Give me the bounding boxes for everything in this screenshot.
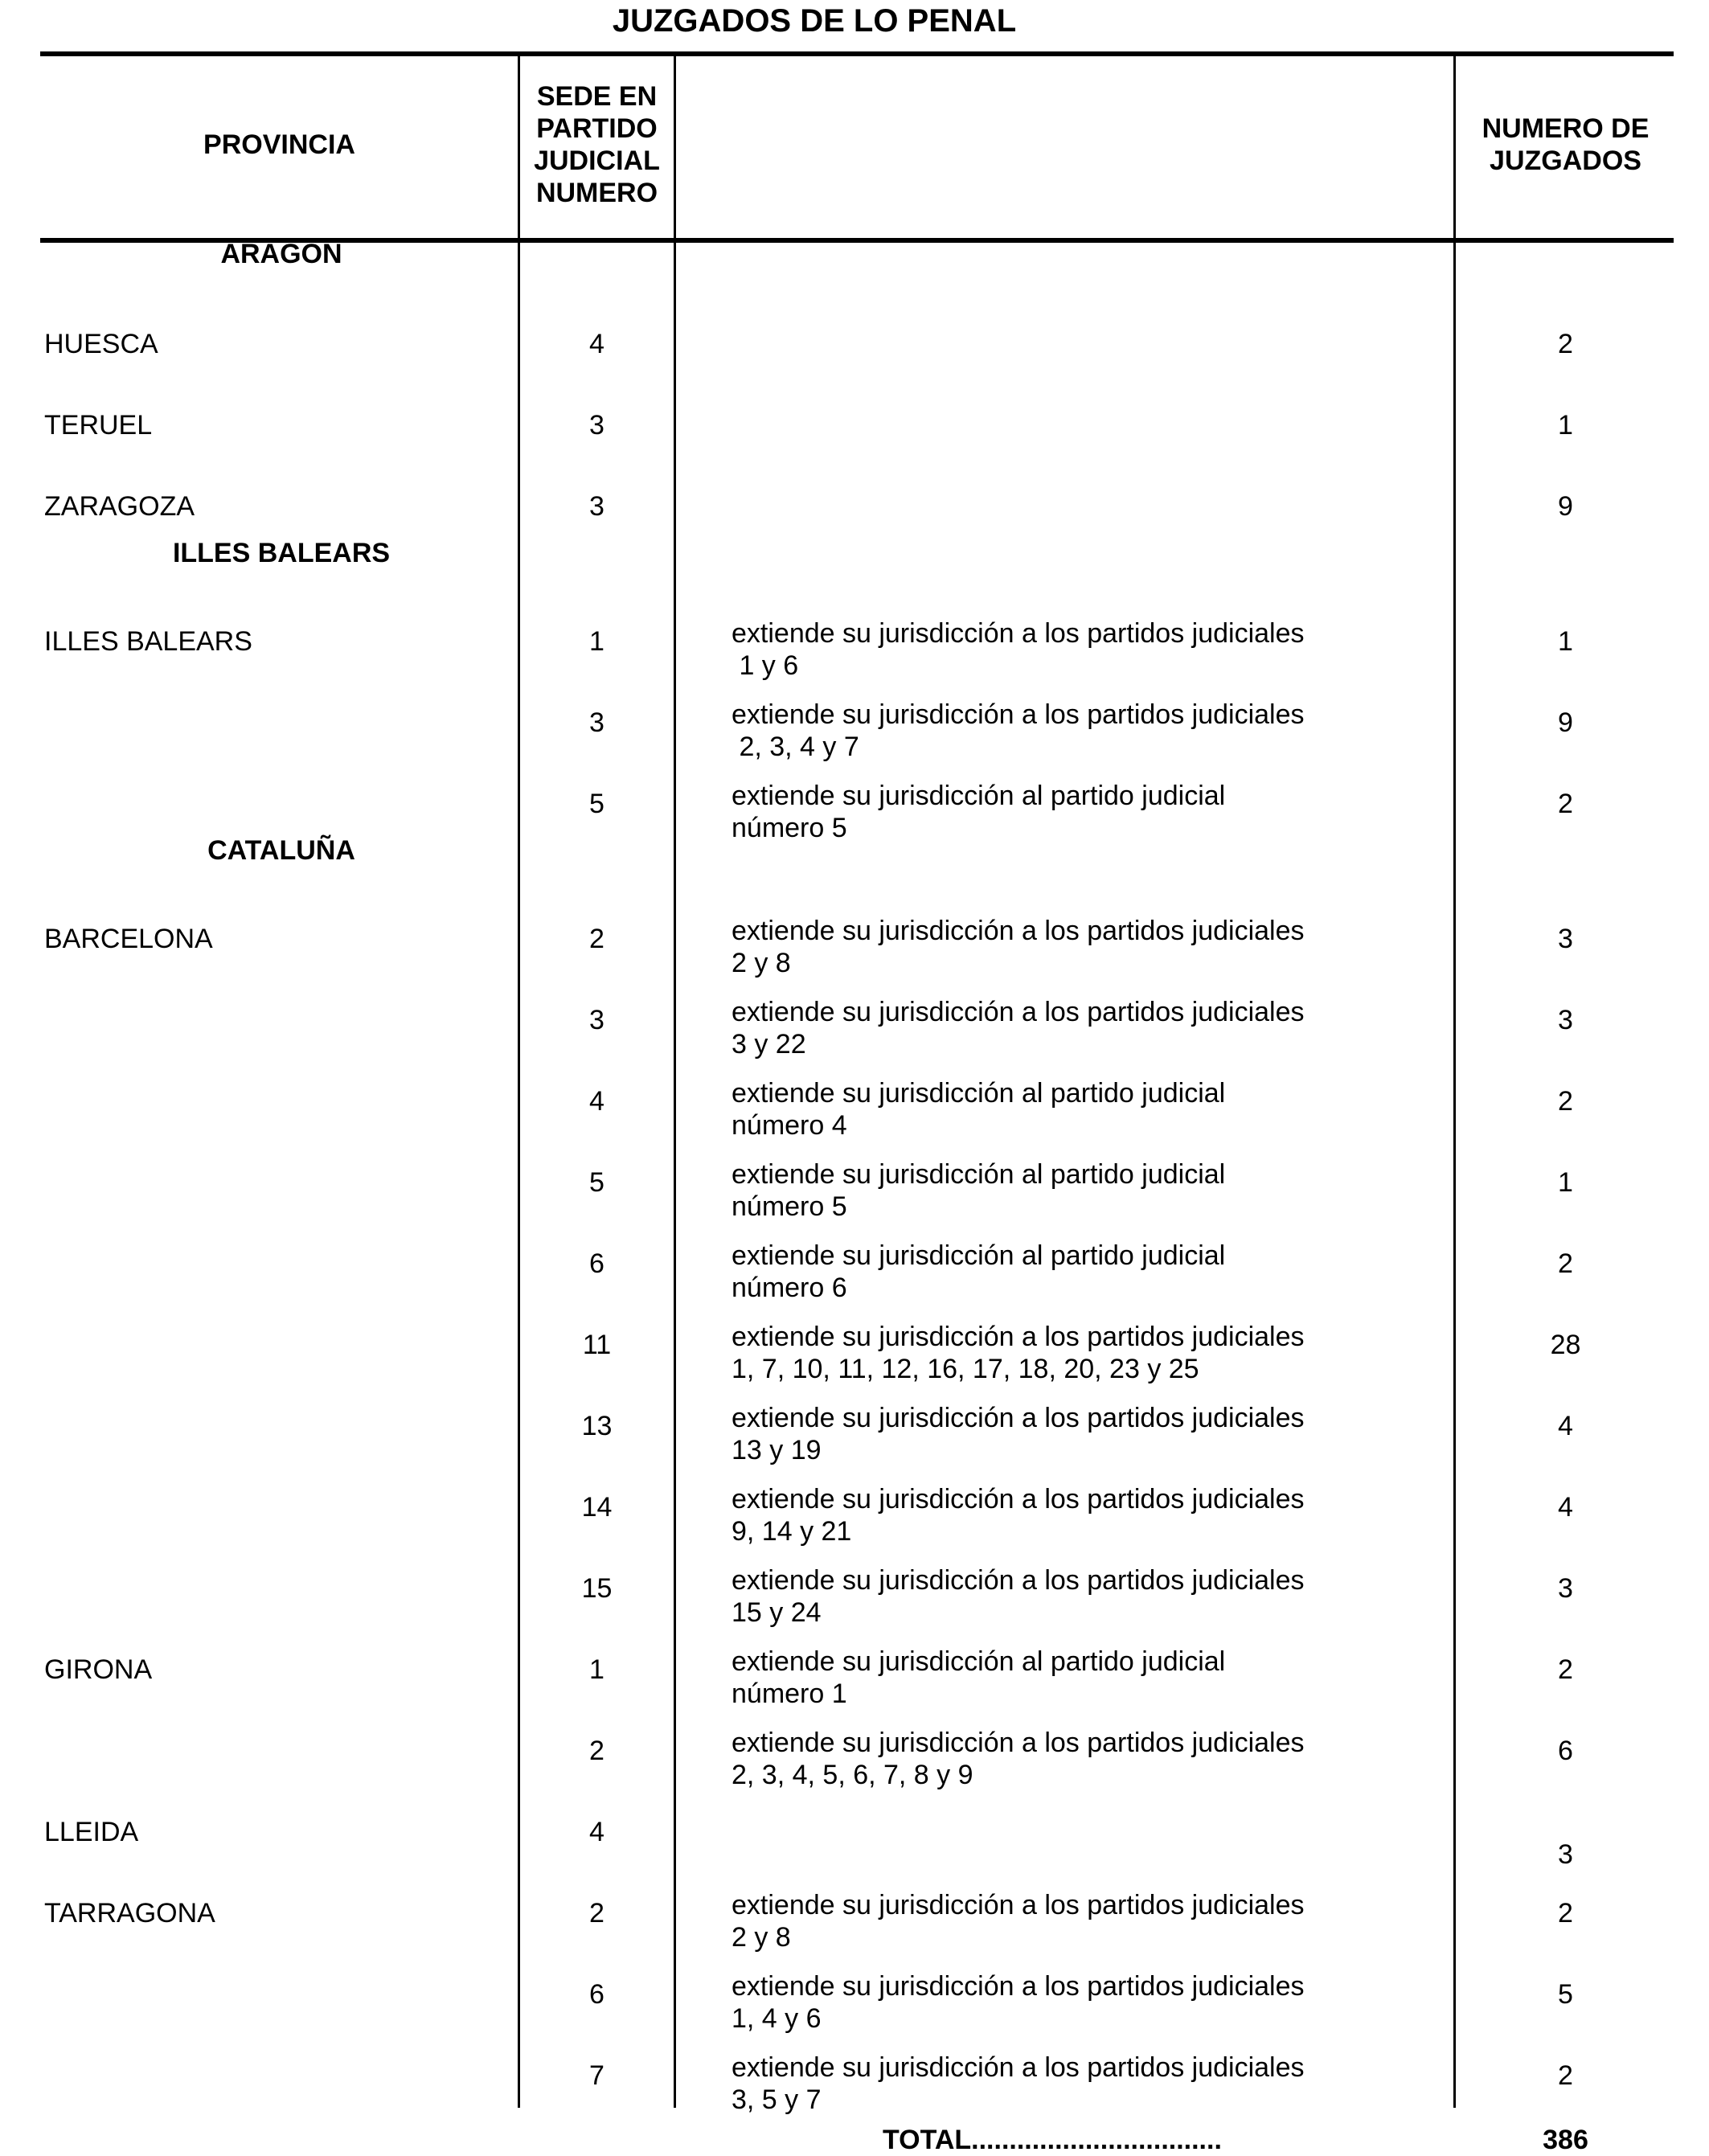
table-row bbox=[0, 1240, 1709, 1323]
numero-cell: 2 bbox=[1558, 1898, 1573, 1929]
numero-cell: 5 bbox=[1558, 1979, 1573, 2010]
nota-cell: extiende su jurisdicción al partido judicial número 6 bbox=[732, 1240, 1226, 1303]
sede-cell: 3 bbox=[589, 707, 605, 738]
sede-cell: 2 bbox=[589, 1736, 605, 1766]
numero-cell: 3 bbox=[1558, 1839, 1573, 1870]
nota-cell: extiende su jurisdicción a los partidos judiciales 2 y 8 bbox=[732, 916, 1305, 978]
sede-cell: 4 bbox=[589, 1817, 605, 1847]
nota-cell: extiende su jurisdicción a los partidos judiciales 2, 3, 4 y 7 bbox=[732, 699, 1305, 762]
table-row bbox=[0, 1811, 1709, 1892]
numero-cell: 28 bbox=[1550, 1330, 1581, 1360]
sede-cell: 15 bbox=[581, 1573, 613, 1604]
numero-cell: 4 bbox=[1558, 1411, 1573, 1441]
table-row bbox=[0, 1892, 1709, 1973]
sede-cell: 1 bbox=[589, 626, 605, 657]
table-row bbox=[0, 999, 1709, 1080]
nota-cell: extiende su jurisdicción a los partidos judiciales 1 y 6 bbox=[732, 618, 1305, 681]
table-row bbox=[0, 2052, 1709, 2135]
numero-cell: 2 bbox=[1558, 2060, 1573, 2091]
numero-cell: 4 bbox=[1558, 1492, 1573, 1523]
table-row bbox=[0, 1971, 1709, 2054]
header-top-rule bbox=[40, 51, 1674, 56]
sede-cell: 4 bbox=[589, 329, 605, 359]
table-row bbox=[0, 1080, 1709, 1161]
header-sede: SEDE EN PARTIDO JUDICIAL NUMERO bbox=[534, 81, 660, 208]
table-row bbox=[0, 323, 1709, 404]
table-row bbox=[0, 1324, 1709, 1404]
nota-cell: extiende su jurisdicción a los partidos judiciales 2 y 8 bbox=[732, 1890, 1305, 1953]
table-row bbox=[0, 1159, 1709, 1242]
numero-cell: 1 bbox=[1558, 626, 1573, 657]
sede-cell: 2 bbox=[589, 1898, 605, 1929]
table-row bbox=[0, 918, 1709, 998]
numero-cell: 9 bbox=[1558, 707, 1573, 738]
provincia-cell: HUESCA bbox=[44, 329, 158, 359]
numero-cell: 2 bbox=[1558, 789, 1573, 819]
sede-cell: 5 bbox=[589, 1167, 605, 1198]
numero-cell: 2 bbox=[1558, 1248, 1573, 1279]
table-row bbox=[0, 699, 1709, 782]
sede-cell: 3 bbox=[589, 410, 605, 441]
nota-cell: extiende su jurisdicción a los partidos judiciales 13 y 19 bbox=[732, 1403, 1305, 1465]
numero-cell: 2 bbox=[1558, 1086, 1573, 1117]
table-row bbox=[0, 1565, 1709, 1648]
nota-cell: extiende su jurisdicción a los partidos judiciales 2, 3, 4, 5, 6, 7, 8 y 9 bbox=[732, 1728, 1305, 1790]
provincia-cell: ILLES BALEARS bbox=[44, 626, 252, 657]
provincia-cell: GIRONA bbox=[44, 1654, 153, 1685]
sede-cell: 4 bbox=[589, 1086, 605, 1117]
nota-cell: extiende su jurisdicción a los partidos judiciales 15 y 24 bbox=[732, 1565, 1305, 1628]
nota-cell: extiende su jurisdicción al partido judicial número 5 bbox=[732, 1159, 1226, 1222]
nota-cell: extiende su jurisdicción a los partidos judiciales 3, 5 y 7 bbox=[732, 2052, 1305, 2115]
provincia-cell: TARRAGONA bbox=[44, 1898, 215, 1929]
provincia-cell: TERUEL bbox=[44, 410, 153, 441]
numero-cell: 1 bbox=[1558, 1167, 1573, 1198]
sede-cell: 6 bbox=[589, 1248, 605, 1279]
sede-cell: 6 bbox=[589, 1979, 605, 2010]
numero-cell: 2 bbox=[1558, 329, 1573, 359]
region-heading: CATALUÑA bbox=[207, 835, 355, 866]
numero-cell: 3 bbox=[1558, 1005, 1573, 1035]
sede-cell: 13 bbox=[581, 1411, 613, 1441]
total-value: 386 bbox=[1543, 2125, 1588, 2155]
region-heading: ILLES BALEARS bbox=[172, 538, 391, 568]
header-numero: NUMERO DE JUZGADOS bbox=[1482, 113, 1650, 176]
nota-cell: extiende su jurisdicción al partido judicial número 5 bbox=[732, 781, 1226, 843]
total-label: TOTAL................................. bbox=[883, 2125, 1222, 2155]
numero-cell: 3 bbox=[1558, 1573, 1573, 1604]
sede-cell: 1 bbox=[589, 1654, 605, 1685]
nota-cell: extiende su jurisdicción al partido judicial número 1 bbox=[732, 1646, 1226, 1709]
table-row bbox=[0, 1405, 1709, 1486]
sede-cell: 2 bbox=[589, 924, 605, 954]
region-heading: ARAGON bbox=[220, 239, 342, 269]
table-row bbox=[0, 1730, 1709, 1810]
provincia-cell: LLEIDA bbox=[44, 1817, 139, 1847]
sede-cell: 3 bbox=[589, 491, 605, 522]
sede-cell: 7 bbox=[589, 2060, 605, 2091]
numero-cell: 9 bbox=[1558, 491, 1573, 522]
provincia-cell: BARCELONA bbox=[44, 924, 213, 954]
page-title: JUZGADOS DE LO PENAL bbox=[612, 3, 1017, 39]
provincia-cell: ZARAGOZA bbox=[44, 491, 195, 522]
sede-cell: 3 bbox=[589, 1005, 605, 1035]
nota-cell: extiende su jurisdicción a los partidos judiciales 1, 4 y 6 bbox=[732, 1971, 1305, 2034]
numero-cell: 3 bbox=[1558, 924, 1573, 954]
numero-cell: 1 bbox=[1558, 410, 1573, 441]
numero-cell: 2 bbox=[1558, 1654, 1573, 1685]
numero-cell: 6 bbox=[1558, 1736, 1573, 1766]
sede-cell: 11 bbox=[582, 1330, 612, 1360]
nota-cell: extiende su jurisdicción a los partidos judiciales 3 y 22 bbox=[732, 997, 1305, 1060]
table-row bbox=[0, 1646, 1709, 1729]
nota-cell: extiende su jurisdicción a los partidos judiciales 1, 7, 10, 11, 12, 16, 17, 18, 20, 23 y 25 bbox=[732, 1322, 1305, 1384]
table-row bbox=[0, 618, 1709, 701]
sede-cell: 14 bbox=[581, 1492, 613, 1523]
table-row bbox=[0, 404, 1709, 485]
sede-cell: 5 bbox=[589, 789, 605, 819]
nota-cell: extiende su jurisdicción a los partidos judiciales 9, 14 y 21 bbox=[732, 1484, 1305, 1547]
table-row bbox=[0, 1486, 1709, 1567]
nota-cell: extiende su jurisdicción al partido judicial número 4 bbox=[732, 1078, 1226, 1141]
header-provincia: PROVINCIA bbox=[203, 129, 355, 160]
